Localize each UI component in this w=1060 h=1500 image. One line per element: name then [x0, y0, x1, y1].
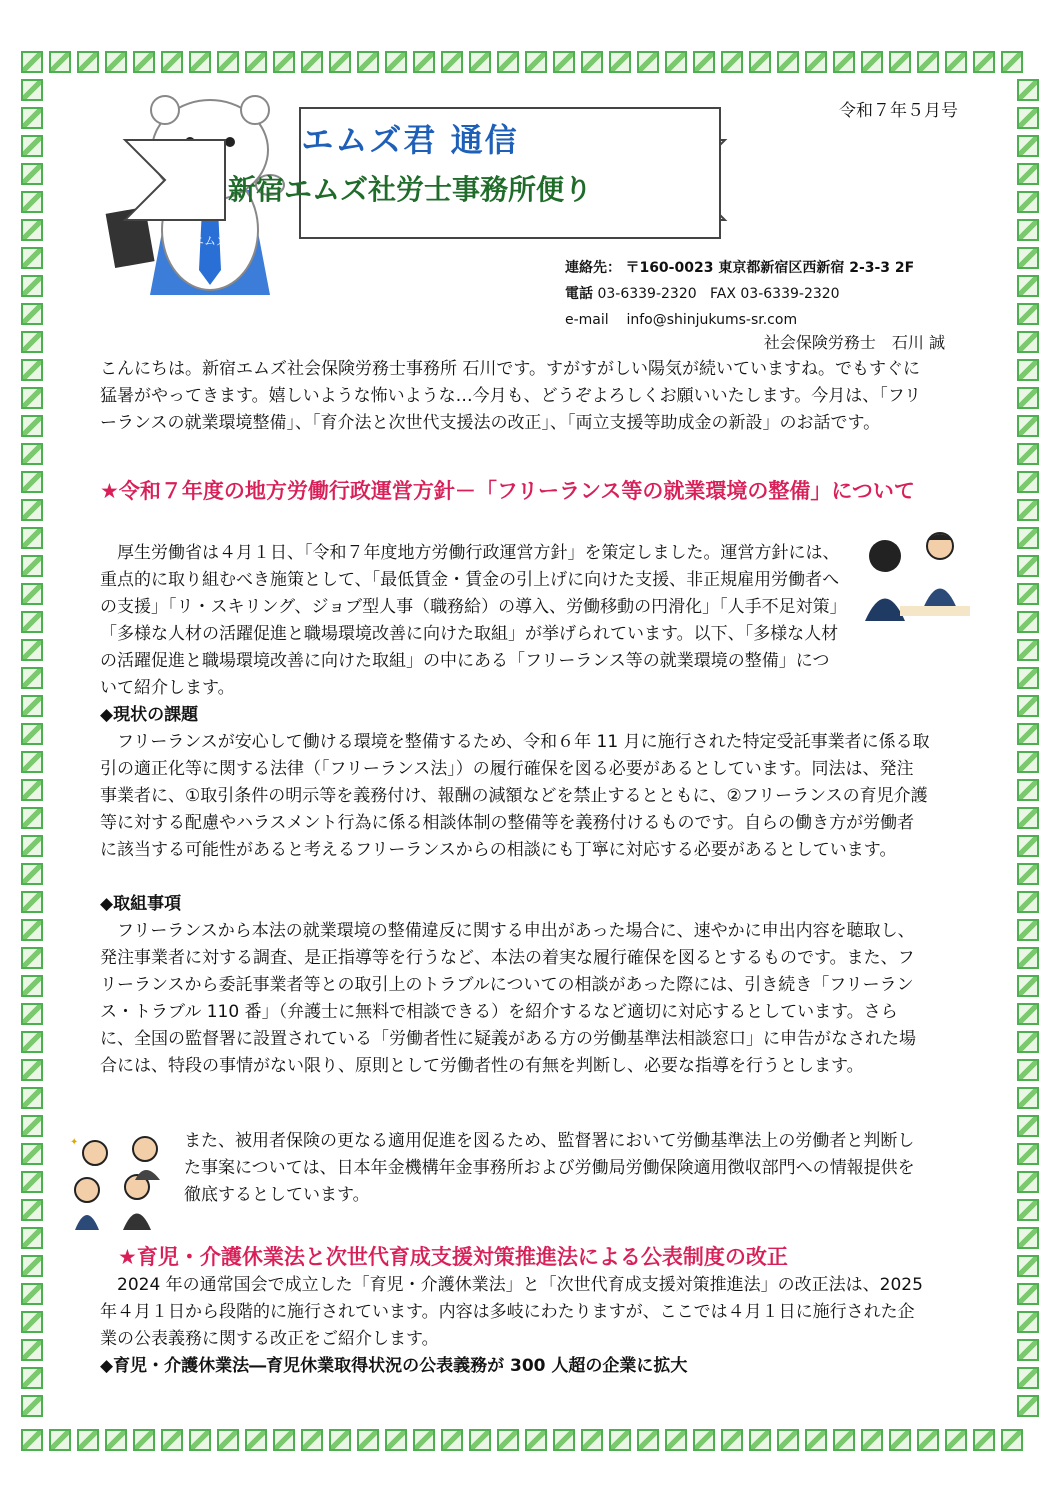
section2-heading: ★育児・介護休業法と次世代育成支援対策推進法による公表制度の改正 [118, 1245, 788, 1269]
border-tile [1017, 1283, 1039, 1305]
border-tile [21, 1087, 43, 1109]
contact-label: 連絡先： [565, 260, 621, 276]
section1-heading: ★令和７年度の地方労働行政運営方針－「フリーランス等の就業環境の整備」について [100, 479, 915, 503]
border-tile [21, 79, 43, 101]
border-tile [21, 611, 43, 633]
border-tile [1017, 975, 1039, 997]
border-tile [1017, 219, 1039, 241]
border-tile [1017, 1227, 1039, 1249]
contact-address-line [565, 255, 914, 281]
newsletter-page [60, 60, 1000, 1440]
fax-label: FAX [710, 286, 736, 302]
section1-subheading-issues: ◆現状の課題 [100, 705, 199, 725]
border-tile [21, 1311, 43, 1333]
border-tile [21, 751, 43, 773]
border-tile [1017, 1339, 1039, 1361]
border-tile [1017, 947, 1039, 969]
section1-intro-paragraph: 厚生労働省は４月１日、「令和７年度地方労働行政運営方針」を策定しました。運営方針には、重点的に取り組むべき施策として、「最低賃金・賃金の引上げに向けた支援、非正規雇用労働者への支援」「リ・スキリング、ジョブ型人事（職務給）の導入、労働移動の円滑化」「人手不足対策」「多様な人材の活躍促進と職場環境改善に向けた取組」が挙げられています。以下、「多様な人材の活躍促進と職場環境改善に向けた取組」の中にある「フリーランス等の就業環境の整備」について紹介します。 [100, 543, 840, 698]
border-tile [1017, 583, 1039, 605]
border-tile [1017, 919, 1039, 941]
address: 〒160-0023 東京都新宿区西新宿 2-3-3 2F [625, 260, 915, 276]
border-tile [1017, 1115, 1039, 1137]
signer-name: 社会保険労務士 石川 誠 [763, 333, 945, 352]
border-tile [21, 51, 43, 73]
border-tile [21, 975, 43, 997]
border-tile [1017, 1031, 1039, 1053]
border-tile [21, 191, 43, 213]
border-tile [21, 1115, 43, 1137]
border-tile [21, 807, 43, 829]
border-tile [21, 1171, 43, 1193]
fax-number: 03-6339-2320 [740, 286, 840, 302]
section1-actions-paragraph: フリーランスから本法の就業環境の整備違反に関する申出があった場合に、速やかに申出内容を聴取し、発注事業者に対する調査、是正指導等を行うなど、本法の着実な履行確保を図るとするものです。また、フリーランスから委託事業者等との取引上のトラブルについての相談があった際には、引き続き「フリーランス・トラブル 110 番」（弁護士に無料で相談できる）を紹介するなど適切に対応するとしています。さらに、全国の監督署に設置されている「労働者性に疑義がある方の労働基準法相談窓口」に申告がなされた場合には、特段の事情がない限り、原則として労働者性の有無を判断し、必要な指導を行うとします。 [100, 921, 916, 1076]
border-tile [1017, 1255, 1039, 1277]
border-tile [1017, 695, 1039, 717]
border-tile [1017, 891, 1039, 913]
border-tile [1017, 135, 1039, 157]
border-tile [21, 555, 43, 577]
border-tile [1017, 1395, 1039, 1417]
border-tile [1017, 527, 1039, 549]
border-tile [21, 835, 43, 857]
section1-issues-paragraph: フリーランスが安心して働ける環境を整備するため、令和６年 11 月に施行された特定受託事業者に係る取引の適正化等に関する法律（「フリーランス法」）の履行確保を図る必要があるとしています。同法は、発注事業者に、①取引条件の明示等を義務付け、報酬の減額などを禁止するとともに、②フリーランスの育児介護等に対する配慮やハラスメント行為に係る相談体制の整備等を義務付けるものです。自らの働き方が労働者に該当する可能性があると考えるフリーランスからの相談にも丁寧に対応する必要があるとしています。 [100, 732, 930, 860]
border-tile [21, 891, 43, 913]
email-address[interactable]: info@shinjukums-sr.com [626, 312, 798, 328]
border-tile [21, 247, 43, 269]
border-tile [1017, 79, 1039, 101]
border-tile [21, 499, 43, 521]
border-tile [21, 919, 43, 941]
border-tile [21, 303, 43, 325]
border-tile [21, 1227, 43, 1249]
section2-intro-paragraph: 2024 年の通常国会で成立した「育児・介護休業法」と「次世代育成支援対策推進法」の改正法は、2025 年４月１日から段階的に施行されています。内容は多岐にわたりますが、ここでは４月１日に施行された企業の公表義務に関する改正をご紹介します。 [100, 1275, 923, 1349]
border-tile [1017, 1087, 1039, 1109]
newsletter-subtitle: 新宿エムズ社労士事務所便り [227, 173, 592, 206]
border-tile [1017, 415, 1039, 437]
section1-subheading-actions: ◆取組事項 [100, 894, 182, 914]
border-tile [21, 331, 43, 353]
border-tile [1017, 611, 1039, 633]
people-group-illustration [65, 1135, 180, 1230]
svg-text:✦: ✦ [70, 1137, 79, 1148]
border-tile [21, 695, 43, 717]
business-meeting-illustration [860, 526, 970, 636]
border-tile [21, 1255, 43, 1277]
border-tile [1017, 807, 1039, 829]
border-tile [21, 1367, 43, 1389]
border-tile [1017, 443, 1039, 465]
section2-subheading: ◆育児・介護休業法―育児休業取得状況の公表義務が 300 人超の企業に拡大 [100, 1356, 688, 1376]
border-tile [1017, 331, 1039, 353]
border-tile [1017, 667, 1039, 689]
border-tile [21, 1003, 43, 1025]
border-tile [1017, 499, 1039, 521]
tel-number: 03-6339-2320 [597, 286, 697, 302]
border-tile [21, 723, 43, 745]
email-label: e-mail [565, 312, 609, 328]
border-tile [21, 639, 43, 661]
border-tile [21, 415, 43, 437]
border-tile [1017, 1059, 1039, 1081]
border-tile [21, 275, 43, 297]
border-tile [1017, 359, 1039, 381]
border-tile [21, 779, 43, 801]
border-tile [21, 163, 43, 185]
border-tile [21, 443, 43, 465]
border-tile [1017, 723, 1039, 745]
border-tile [1017, 863, 1039, 885]
intro-paragraph: こんにちは。新宿エムズ社会保険労務士事務所 石川です。すがすがしい陽気が続いていますね。でもすぐに猛暑がやってきます。嬉しいような怖いような…今月も、どうぞよろしくお願いいたします。今月は、「フリーランスの就業環境整備」、「育介法と次世代支援法の改正」、「両立支援等助成金の新設」のお話です。 [100, 359, 922, 433]
issue-date: 令和７年５月号 [839, 101, 958, 121]
border-tile [1017, 1003, 1039, 1025]
border-tile [21, 947, 43, 969]
border-tile [21, 359, 43, 381]
border-tile [21, 1339, 43, 1361]
title-banner [105, 100, 745, 250]
contact-block [565, 255, 914, 333]
section1-insurance-paragraph: また、被用者保険の更なる適用促進を図るため、監督署において労働基準法上の労働者と判断した事案については、日本年金機構年金事務所および労働局労働保険適用徴収部門への情報提供を徹底するとしています。 [184, 1131, 915, 1205]
border-tile [1017, 835, 1039, 857]
border-tile [21, 863, 43, 885]
border-tile [21, 107, 43, 129]
border-tile [1001, 51, 1023, 73]
border-tile [1017, 191, 1039, 213]
border-tile [1017, 779, 1039, 801]
border-tile [21, 1143, 43, 1165]
border-left [18, 76, 46, 1420]
border-tile [1017, 1311, 1039, 1333]
border-tile [1017, 1143, 1039, 1165]
border-tile [21, 135, 43, 157]
border-tile [21, 387, 43, 409]
contact-phone-line [565, 281, 914, 307]
border-tile [1017, 1199, 1039, 1221]
border-tile [21, 583, 43, 605]
mascot-tie-text: エムズ [191, 234, 229, 248]
newsletter-title: エムズ君 通信 [301, 121, 519, 159]
border-tile [21, 1395, 43, 1417]
border-tile [1017, 639, 1039, 661]
border-right [1014, 76, 1042, 1420]
border-tile [21, 1059, 43, 1081]
tel-label: 電話 [565, 286, 593, 302]
border-tile [21, 527, 43, 549]
border-tile [1017, 163, 1039, 185]
border-tile [1017, 107, 1039, 129]
border-tile [21, 1283, 43, 1305]
border-tile [1001, 1429, 1023, 1451]
border-tile [1017, 751, 1039, 773]
border-tile [21, 1031, 43, 1053]
border-tile [21, 219, 43, 241]
border-tile [1017, 387, 1039, 409]
border-tile [1017, 555, 1039, 577]
border-tile [1017, 1367, 1039, 1389]
border-tile [21, 1429, 43, 1451]
border-tile [21, 667, 43, 689]
border-tile [1017, 247, 1039, 269]
border-tile [1017, 275, 1039, 297]
border-tile [1017, 471, 1039, 493]
border-tile [1017, 303, 1039, 325]
border-tile [21, 471, 43, 493]
border-tile [21, 1199, 43, 1221]
border-tile [1017, 1171, 1039, 1193]
